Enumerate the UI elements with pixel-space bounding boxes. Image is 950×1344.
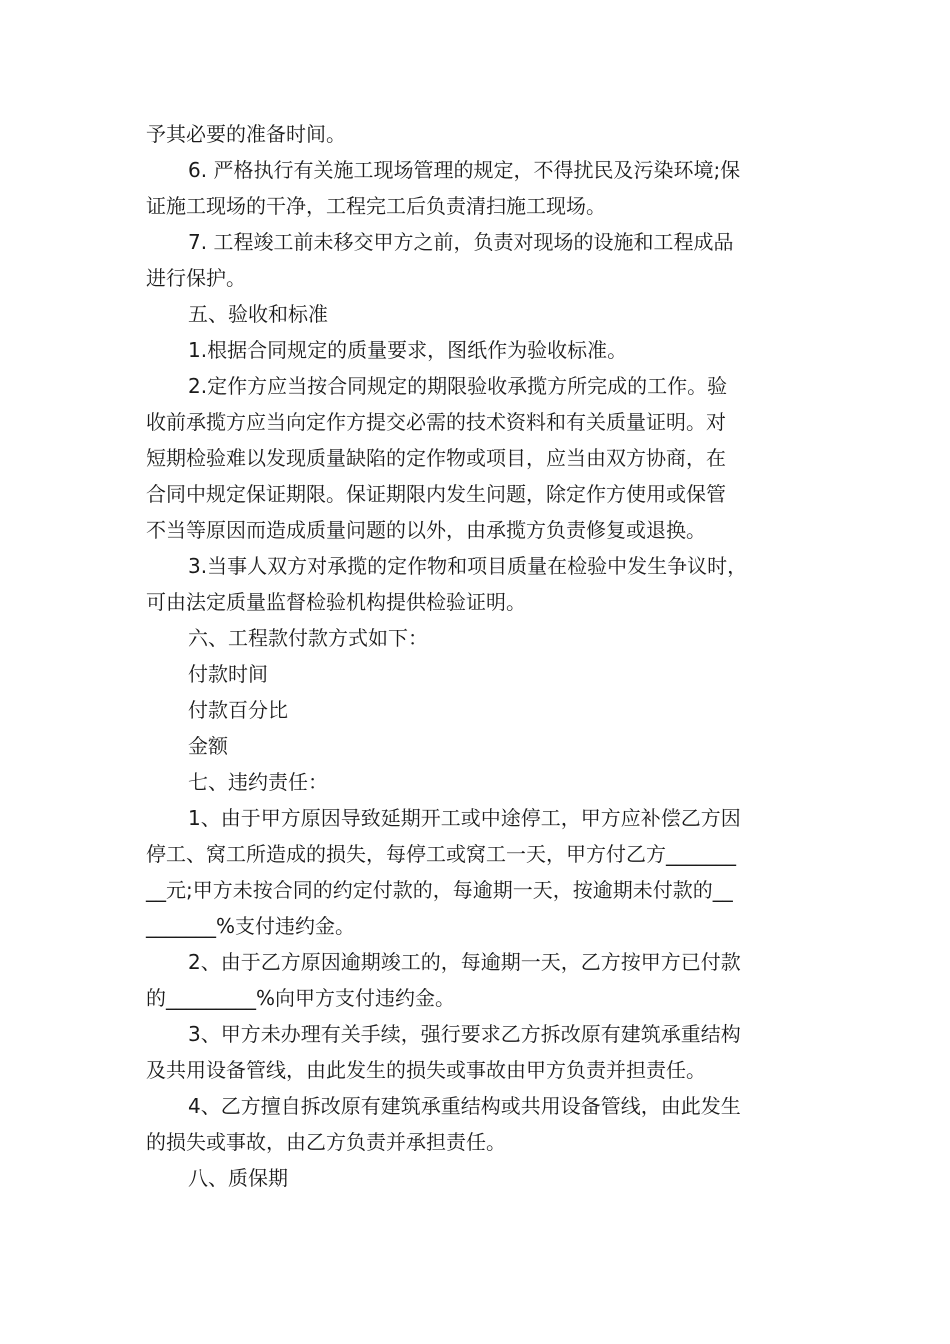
paragraph-line: 合同中规定保证期限。保证期限内发生问题，除定作方使用或保管: [146, 482, 726, 506]
paragraph-line: 七、违约责任：: [188, 770, 328, 794]
paragraph-line: 付款百分比: [188, 698, 288, 722]
paragraph-line: 3.当事人双方对承揽的定作物和项目质量在检验中发生争议时，: [188, 554, 748, 578]
paragraph-line: 1、由于甲方原因导致延期开工或中途停工，甲方应补偿乙方因: [188, 806, 741, 830]
paragraph-line: 及共用设备管线，由此发生的损失或事故由甲方负责并担责任。: [146, 1058, 706, 1082]
paragraph-line: 六、工程款付款方式如下：: [188, 626, 428, 650]
paragraph-line: 3、甲方未办理有关手续，强行要求乙方拆改原有建筑承重结构: [188, 1022, 741, 1046]
paragraph-line: 金额: [188, 734, 228, 758]
paragraph-line: 进行保护。: [146, 266, 246, 290]
paragraph-line: 不当等原因而造成质量问题的以外，由承揽方负责修复或退换。: [146, 518, 706, 542]
paragraph-line: __元;甲方未按合同的约定付款的，每逾期一天，按逾期未付款的__: [146, 878, 733, 902]
paragraph-line: 八、质保期: [188, 1166, 288, 1190]
paragraph-line: 证施工现场的干净，工程完工后负责清扫施工现场。: [146, 194, 606, 218]
paragraph-line: 4、乙方擅自拆改原有建筑承重结构或共用设备管线，由此发生: [188, 1094, 741, 1118]
paragraph-line: 1.根据合同规定的质量要求，图纸作为验收标准。: [188, 338, 628, 362]
paragraph-line: 收前承揽方应当向定作方提交必需的技术资料和有关质量证明。对: [146, 410, 726, 434]
paragraph-line: 6. 严格执行有关施工现场管理的规定，不得扰民及污染环境;保: [188, 158, 741, 182]
paragraph-line: 可由法定质量监督检验机构提供检验证明。: [146, 590, 526, 614]
paragraph-line: 短期检验难以发现质量缺陷的定作物或项目，应当由双方协商，在: [146, 446, 726, 470]
document-body: [146, 116, 806, 1196]
paragraph-line: 五、验收和标准: [188, 302, 328, 326]
paragraph-line: _______%支付违约金。: [146, 914, 356, 938]
paragraph-line: 2、由于乙方原因逾期竣工的，每逾期一天，乙方按甲方已付款: [188, 950, 741, 974]
paragraph-line: 停工、窝工所造成的损失，每停工或窝工一天，甲方付乙方_______: [146, 842, 736, 866]
paragraph-line: 的_________%向甲方支付违约金。: [146, 986, 456, 1010]
paragraph-line: 予其必要的准备时间。: [146, 122, 346, 146]
paragraph-line: 的损失或事故，由乙方负责并承担责任。: [146, 1130, 506, 1154]
paragraph-line: 7. 工程竣工前未移交甲方之前，负责对现场的设施和工程成品: [188, 230, 734, 254]
paragraph-line: 2.定作方应当按合同规定的期限验收承揽方所完成的工作。验: [188, 374, 728, 398]
paragraph-line: 付款时间: [188, 662, 268, 686]
